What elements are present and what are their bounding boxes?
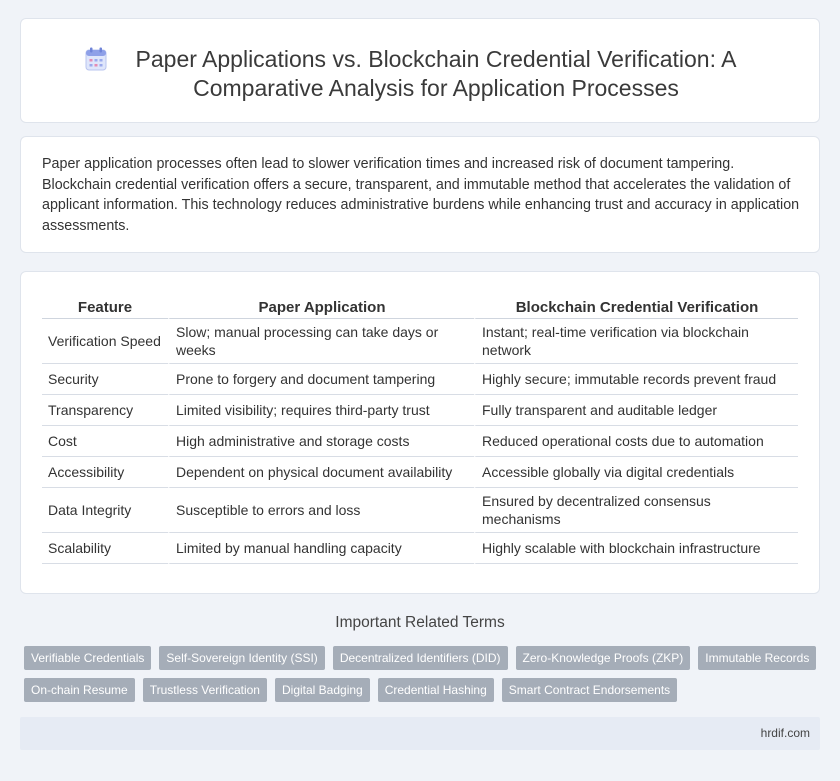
title-wrap (21, 45, 819, 103)
table-cell-feature: Data Integrity (42, 488, 168, 533)
title-card (20, 18, 820, 123)
table-row (42, 488, 798, 533)
tag-zero-knowledge-proofs[interactable]: Zero-Knowledge Proofs (ZKP) (516, 646, 691, 670)
table-row (42, 533, 798, 564)
related-terms-tags (24, 646, 824, 710)
intro-card (20, 136, 820, 253)
table-row (42, 457, 798, 488)
table-cell-feature: Cost (42, 426, 168, 457)
table-cell-blockchain: Ensured by decentralized consensus mechanisms (474, 488, 798, 533)
calendar-icon (85, 47, 107, 71)
table-cell-blockchain: Fully transparent and auditable ledger (474, 395, 798, 426)
table-cell-blockchain: Highly scalable with blockchain infrastructure (474, 533, 798, 564)
table-row (42, 364, 798, 395)
footer-site-link[interactable]: hrdif.com (760, 726, 810, 740)
tag-self-sovereign-identity[interactable]: Self-Sovereign Identity (SSI) (159, 646, 324, 670)
tag-on-chain-resume[interactable]: On-chain Resume (24, 678, 135, 702)
table-cell-paper: Slow; manual processing can take days or weeks (168, 319, 474, 364)
table-cell-feature: Verification Speed (42, 319, 168, 364)
table-cell-feature: Transparency (42, 395, 168, 426)
comparison-table (42, 296, 798, 564)
header-paper: Paper Application (168, 296, 474, 319)
table-cell-paper: Limited by manual handling capacity (168, 533, 474, 564)
footer (20, 717, 820, 750)
table-row (42, 395, 798, 426)
tag-trustless-verification[interactable]: Trustless Verification (143, 678, 267, 702)
table-cell-feature: Scalability (42, 533, 168, 564)
table-cell-paper: Susceptible to errors and loss (168, 488, 474, 533)
tag-verifiable-credentials[interactable]: Verifiable Credentials (24, 646, 151, 670)
table-cell-paper: Prone to forgery and document tampering (168, 364, 474, 395)
table-cell-blockchain: Instant; real-time verification via blockchain network (474, 319, 798, 364)
header-feature: Feature (42, 296, 168, 319)
tag-credential-hashing[interactable]: Credential Hashing (378, 678, 494, 702)
table-cell-blockchain: Accessible globally via digital credentials (474, 457, 798, 488)
table-cell-feature: Security (42, 364, 168, 395)
header-blockchain: Blockchain Credential Verification (474, 296, 798, 319)
tag-decentralized-identifiers[interactable]: Decentralized Identifiers (DID) (333, 646, 508, 670)
table-cell-feature: Accessibility (42, 457, 168, 488)
intro-paragraph: Paper application processes often lead to slower verification times and increased risk of document tampering. Blockchain credential verification offers a secure, transparent, and immutable method that accelerates the validation of applicant information. This technology reduces administrative burdens while enhancing trust and accuracy in application assessments. (42, 156, 800, 234)
tag-immutable-records[interactable]: Immutable Records (698, 646, 816, 670)
tag-digital-badging[interactable]: Digital Badging (275, 678, 370, 702)
table-row (42, 319, 798, 364)
table-header-row (42, 296, 798, 319)
tag-row (24, 678, 824, 702)
tag-smart-contract-endorsements[interactable]: Smart Contract Endorsements (502, 678, 677, 702)
table-row (42, 426, 798, 457)
table-cell-paper: Dependent on physical document availability (168, 457, 474, 488)
table-cell-paper: Limited visibility; requires third-party trust (168, 395, 474, 426)
comparison-card (20, 271, 820, 594)
table-cell-blockchain: Reduced operational costs due to automation (474, 426, 798, 457)
page-title: Paper Applications vs. Blockchain Credential Verification: A Comparative Analysis for Application Processes (135, 46, 737, 101)
tag-row (24, 646, 824, 670)
table-cell-paper: High administrative and storage costs (168, 426, 474, 457)
table-cell-blockchain: Highly secure; immutable records prevent fraud (474, 364, 798, 395)
related-terms-heading: Important Related Terms (335, 614, 505, 631)
